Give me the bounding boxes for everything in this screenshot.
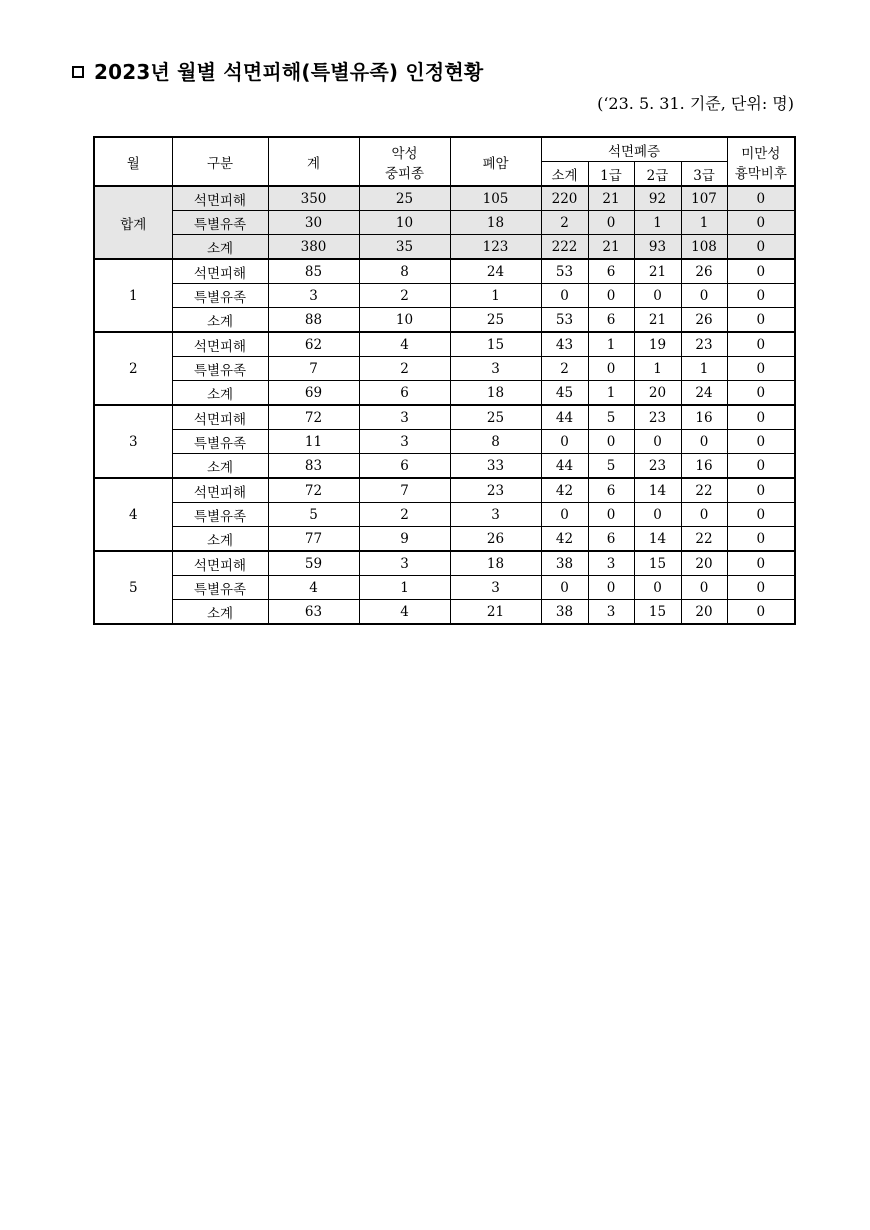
value-cell: 6 [588,478,634,503]
value-cell: 5 [588,405,634,430]
month-cell: 2 [94,332,172,405]
table-row [94,430,795,454]
value-cell: 0 [727,211,795,235]
value-cell: 24 [681,381,727,406]
value-cell: 0 [727,186,795,211]
header-grade3: 3급 [681,162,727,187]
value-cell: 0 [727,600,795,625]
header-grade1: 1급 [588,162,634,187]
value-cell: 0 [588,284,634,308]
value-cell: 1 [588,332,634,357]
value-cell: 3 [588,551,634,576]
table-row [94,551,795,576]
value-cell: 14 [634,478,681,503]
category-cell: 석면피해 [172,478,268,503]
value-cell: 0 [634,284,681,308]
table-row [94,308,795,333]
month-cell: 3 [94,405,172,478]
value-cell: 0 [727,527,795,552]
value-cell: 0 [727,284,795,308]
value-cell: 20 [681,600,727,625]
category-cell: 석면피해 [172,259,268,284]
value-cell: 1 [450,284,541,308]
value-cell: 26 [450,527,541,552]
value-cell: 72 [268,405,359,430]
value-cell: 42 [541,478,588,503]
value-cell: 2 [541,357,588,381]
value-cell: 105 [450,186,541,211]
value-cell: 30 [268,211,359,235]
category-cell: 특별유족 [172,211,268,235]
page-title [72,56,483,85]
value-cell: 85 [268,259,359,284]
value-cell: 25 [450,405,541,430]
table-row [94,332,795,357]
value-cell: 8 [450,430,541,454]
value-cell: 0 [727,551,795,576]
value-cell: 93 [634,235,681,260]
value-cell: 3 [450,576,541,600]
value-cell: 10 [359,211,450,235]
value-cell: 22 [681,527,727,552]
value-cell: 10 [359,308,450,333]
value-cell: 59 [268,551,359,576]
group-month [94,259,795,332]
table-row [94,600,795,625]
value-cell: 3 [359,405,450,430]
table-row [94,478,795,503]
value-cell: 0 [727,357,795,381]
category-cell: 특별유족 [172,357,268,381]
value-cell: 0 [588,503,634,527]
value-cell: 3 [450,357,541,381]
category-cell: 석면피해 [172,332,268,357]
value-cell: 23 [450,478,541,503]
value-cell: 2 [359,357,450,381]
value-cell: 1 [634,211,681,235]
value-cell: 14 [634,527,681,552]
value-cell: 380 [268,235,359,260]
value-cell: 53 [541,308,588,333]
table-row [94,186,795,211]
value-cell: 23 [634,454,681,479]
value-cell: 18 [450,381,541,406]
value-cell: 33 [450,454,541,479]
value-cell: 0 [727,259,795,284]
table-row [94,381,795,406]
value-cell: 69 [268,381,359,406]
value-cell: 0 [681,430,727,454]
value-cell: 18 [450,551,541,576]
value-cell: 19 [634,332,681,357]
value-cell: 4 [359,332,450,357]
value-cell: 1 [359,576,450,600]
value-cell: 5 [588,454,634,479]
category-cell: 소계 [172,454,268,479]
value-cell: 26 [681,259,727,284]
table-row [94,576,795,600]
page-title-text: 2023년 월별 석면피해(특별유족) 인정현황 [94,60,484,84]
value-cell: 0 [727,503,795,527]
category-cell: 석면피해 [172,551,268,576]
header-grade2: 2급 [634,162,681,187]
value-cell: 6 [359,381,450,406]
value-cell: 15 [634,551,681,576]
table-row [94,405,795,430]
value-cell: 38 [541,551,588,576]
value-cell: 9 [359,527,450,552]
value-cell: 43 [541,332,588,357]
value-cell: 25 [450,308,541,333]
category-cell: 특별유족 [172,430,268,454]
value-cell: 1 [681,357,727,381]
value-cell: 42 [541,527,588,552]
value-cell: 0 [588,430,634,454]
value-cell: 23 [634,405,681,430]
value-cell: 6 [588,527,634,552]
value-cell: 72 [268,478,359,503]
category-cell: 석면피해 [172,405,268,430]
value-cell: 3 [268,284,359,308]
value-cell: 8 [359,259,450,284]
value-cell: 7 [359,478,450,503]
group-month [94,478,795,551]
table-row [94,259,795,284]
value-cell: 25 [359,186,450,211]
value-cell: 1 [634,357,681,381]
value-cell: 6 [588,308,634,333]
value-cell: 2 [359,503,450,527]
month-cell: 4 [94,478,172,551]
category-cell: 석면피해 [172,186,268,211]
table-header [94,137,795,186]
value-cell: 11 [268,430,359,454]
value-cell: 24 [450,259,541,284]
value-cell: 21 [634,259,681,284]
table-row [94,357,795,381]
value-cell: 0 [727,430,795,454]
header-mesothelioma: 악성 중피종 [359,137,450,186]
value-cell: 2 [359,284,450,308]
value-cell: 222 [541,235,588,260]
group-total [94,186,795,259]
table-row [94,527,795,552]
group-month [94,551,795,624]
category-cell: 특별유족 [172,576,268,600]
checkbox-bullet-icon [72,66,84,78]
value-cell: 88 [268,308,359,333]
value-cell: 83 [268,454,359,479]
value-cell: 220 [541,186,588,211]
value-cell: 0 [588,357,634,381]
value-cell: 0 [727,405,795,430]
value-cell: 62 [268,332,359,357]
table-row [94,503,795,527]
table-row [94,284,795,308]
header-total: 계 [268,137,359,186]
value-cell: 0 [681,284,727,308]
value-cell: 22 [681,478,727,503]
value-cell: 63 [268,600,359,625]
value-cell: 0 [727,332,795,357]
value-cell: 7 [268,357,359,381]
header-asbestosis: 석면폐증 [541,137,727,162]
date-unit-note: (‘23. 5. 31. 기준, 단위: 명) [597,94,794,113]
header-pleural-thickening: 미만성 흉막비후 [727,137,795,186]
value-cell: 6 [359,454,450,479]
value-cell: 0 [588,576,634,600]
value-cell: 23 [681,332,727,357]
month-cell: 5 [94,551,172,624]
month-cell: 합계 [94,186,172,259]
value-cell: 0 [634,503,681,527]
value-cell: 3 [588,600,634,625]
header-lung-cancer: 폐암 [450,137,541,186]
value-cell: 107 [681,186,727,211]
value-cell: 4 [359,600,450,625]
category-cell: 특별유족 [172,284,268,308]
value-cell: 1 [681,211,727,235]
category-cell: 소계 [172,308,268,333]
value-cell: 0 [727,381,795,406]
header-month: 월 [94,137,172,186]
value-cell: 350 [268,186,359,211]
value-cell: 21 [634,308,681,333]
value-cell: 35 [359,235,450,260]
value-cell: 0 [727,454,795,479]
header-asbestosis-subtotal: 소계 [541,162,588,187]
value-cell: 53 [541,259,588,284]
value-cell: 6 [588,259,634,284]
value-cell: 0 [588,211,634,235]
value-cell: 38 [541,600,588,625]
table-row [94,235,795,260]
value-cell: 21 [588,235,634,260]
value-cell: 4 [268,576,359,600]
category-cell: 소계 [172,381,268,406]
value-cell: 0 [727,576,795,600]
value-cell: 92 [634,186,681,211]
header-category: 구분 [172,137,268,186]
value-cell: 1 [588,381,634,406]
value-cell: 3 [450,503,541,527]
table-row [94,211,795,235]
value-cell: 3 [359,551,450,576]
value-cell: 20 [681,551,727,576]
category-cell: 소계 [172,600,268,625]
value-cell: 0 [541,503,588,527]
category-cell: 소계 [172,235,268,260]
value-cell: 21 [450,600,541,625]
value-cell: 0 [634,430,681,454]
month-cell: 1 [94,259,172,332]
value-cell: 44 [541,405,588,430]
value-cell: 0 [541,284,588,308]
value-cell: 0 [541,576,588,600]
value-cell: 0 [634,576,681,600]
value-cell: 0 [727,308,795,333]
value-cell: 5 [268,503,359,527]
table-row [94,454,795,479]
value-cell: 77 [268,527,359,552]
value-cell: 0 [681,576,727,600]
value-cell: 21 [588,186,634,211]
value-cell: 0 [541,430,588,454]
value-cell: 15 [450,332,541,357]
value-cell: 45 [541,381,588,406]
value-cell: 18 [450,211,541,235]
value-cell: 3 [359,430,450,454]
value-cell: 16 [681,454,727,479]
category-cell: 소계 [172,527,268,552]
value-cell: 44 [541,454,588,479]
value-cell: 123 [450,235,541,260]
value-cell: 16 [681,405,727,430]
value-cell: 26 [681,308,727,333]
value-cell: 20 [634,381,681,406]
value-cell: 0 [681,503,727,527]
value-cell: 0 [727,478,795,503]
asbestos-recognition-table [93,136,796,625]
group-month [94,332,795,405]
group-month [94,405,795,478]
value-cell: 15 [634,600,681,625]
category-cell: 특별유족 [172,503,268,527]
value-cell: 0 [727,235,795,260]
value-cell: 108 [681,235,727,260]
value-cell: 2 [541,211,588,235]
